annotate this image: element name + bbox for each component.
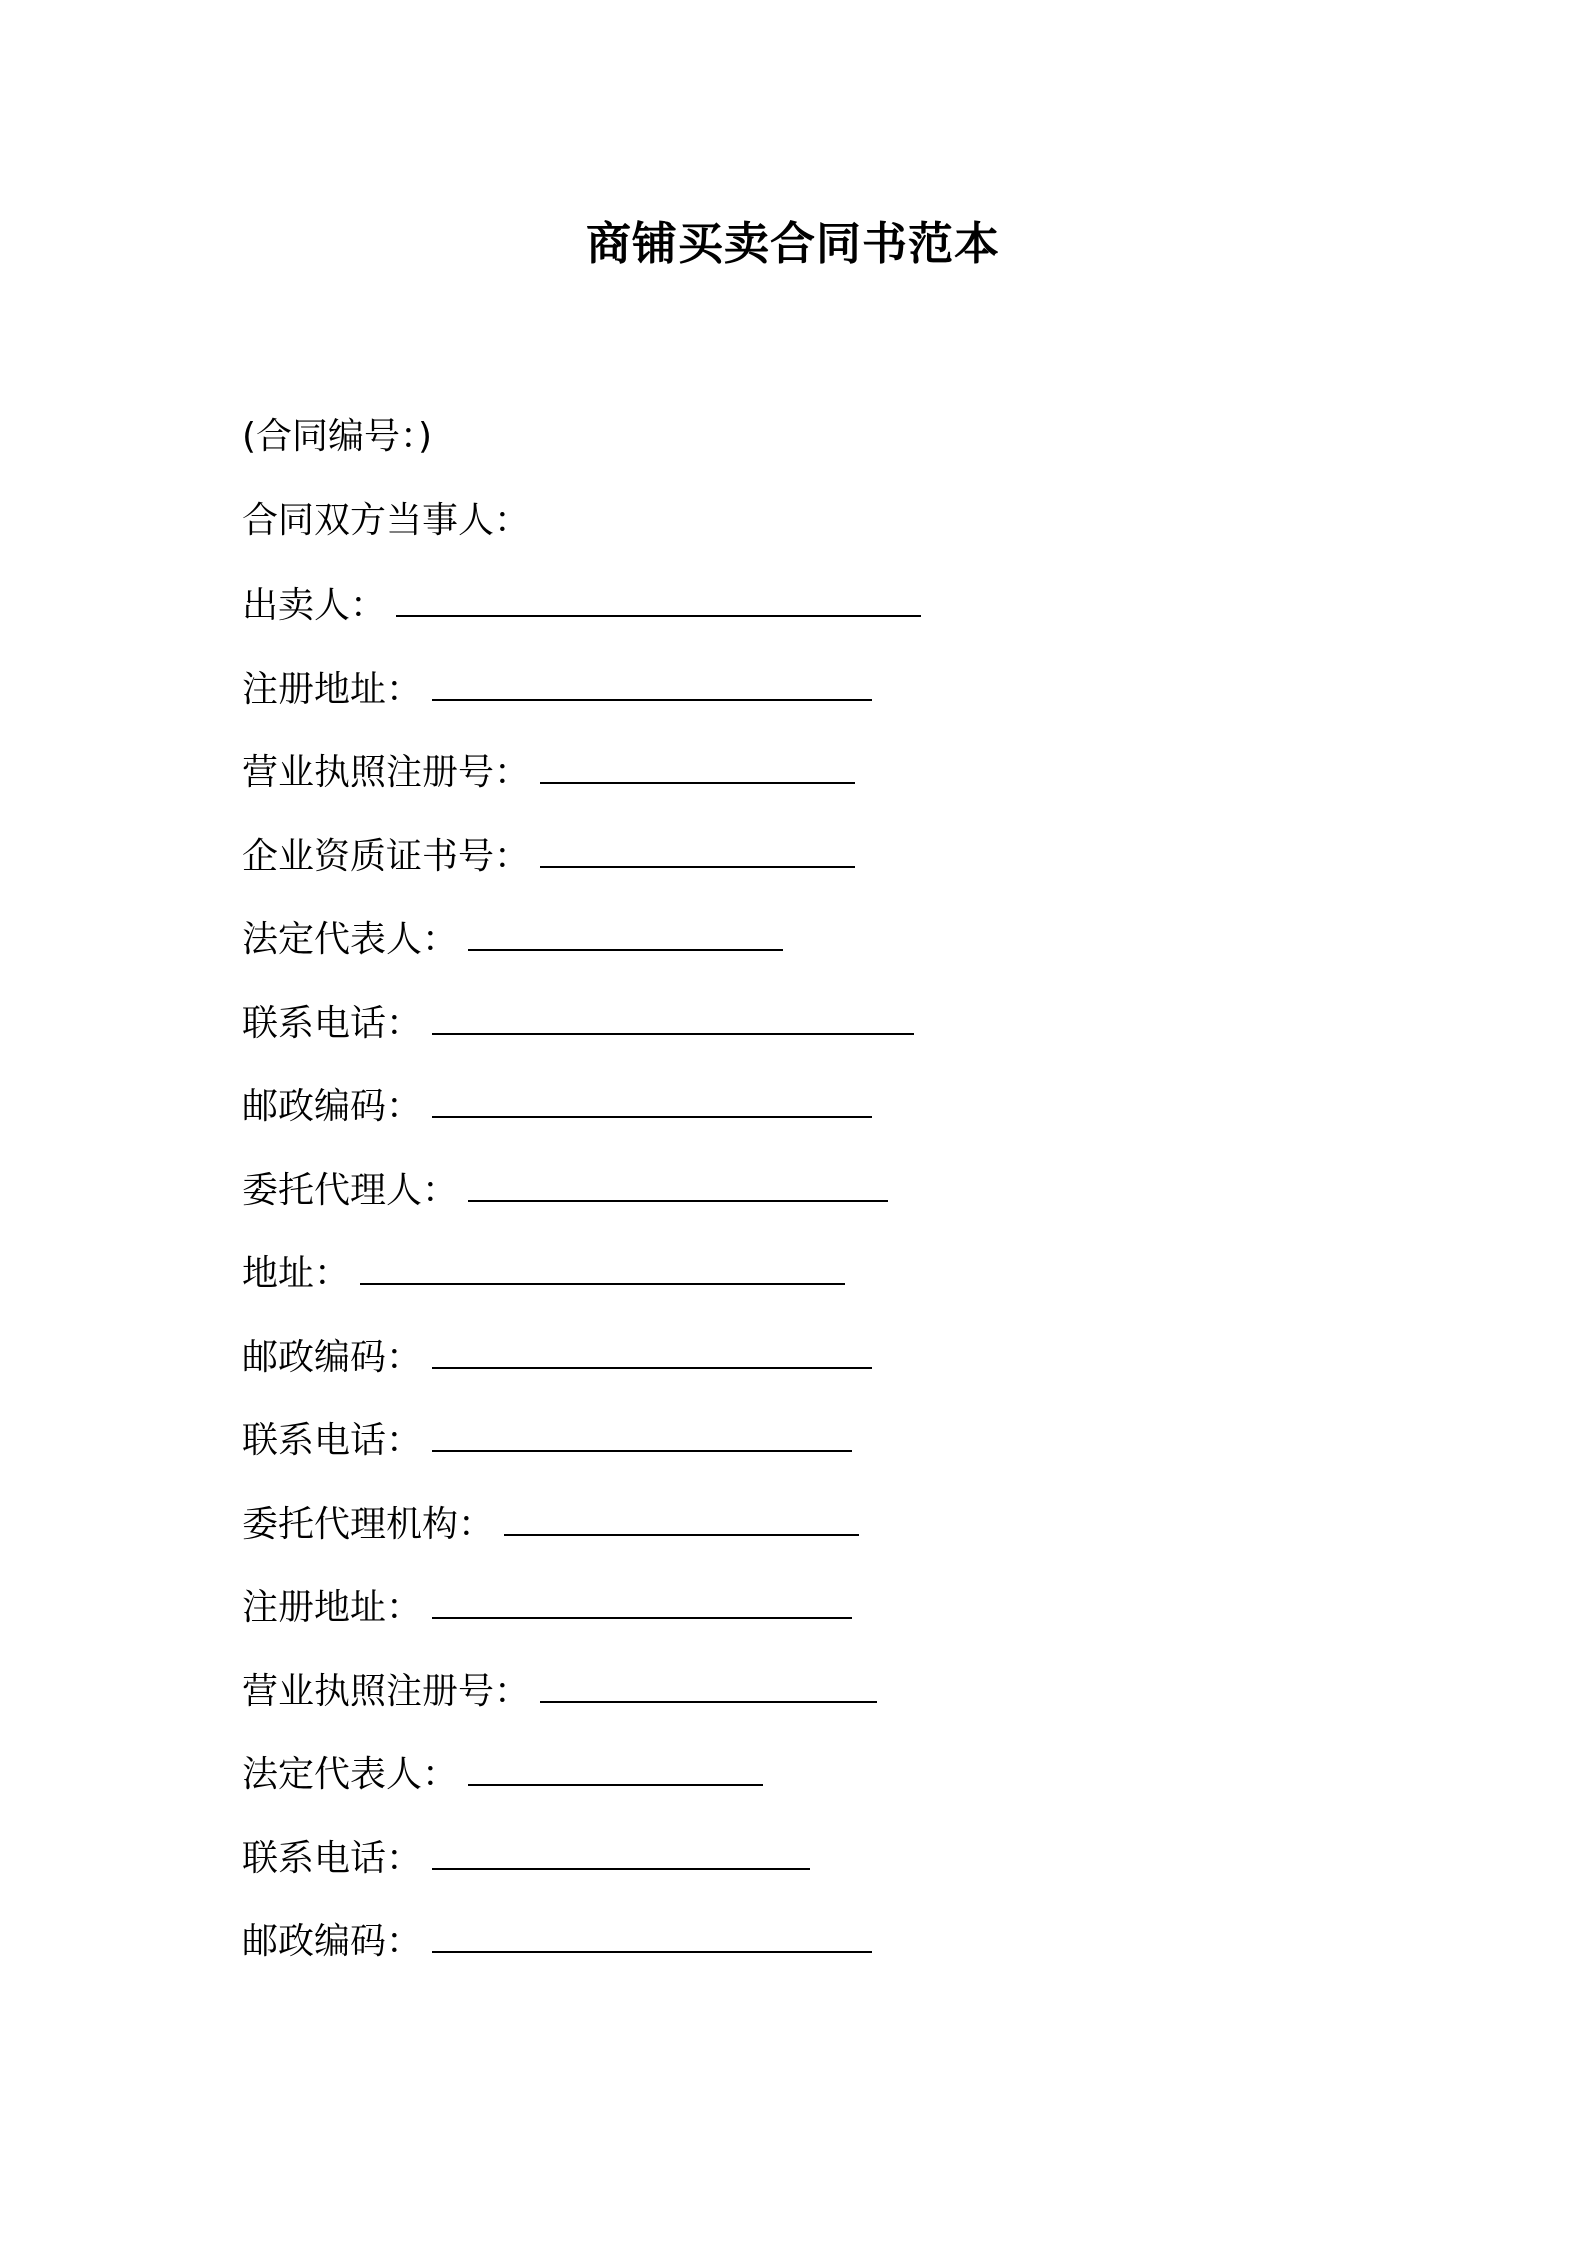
field-qualification-certificate-number [242,826,1342,910]
fill-in-blank [396,575,921,617]
fill-in-blank [504,1494,859,1536]
fill-in-blank [468,1160,888,1202]
field-business-license-number [242,1661,1342,1745]
document-body [242,408,1342,1995]
field-legal-representative [242,1744,1342,1828]
parties-heading-line [242,492,1342,576]
document-title: 商铺买卖合同书范本 [585,217,1000,270]
fill-in-blank [432,1327,872,1369]
field-postal-code [242,1911,1342,1995]
field-label: 出卖人： [242,585,387,626]
field-label: 法定代表人： [242,1754,459,1795]
parties-heading: 合同双方当事人： [242,499,531,541]
fill-in-blank [468,909,783,951]
fill-in-blank [468,1744,763,1786]
fill-in-blank [432,1076,872,1118]
fill-in-blank [540,742,855,784]
field-label: 联系电话： [242,1420,423,1461]
field-label: 联系电话： [242,1837,423,1879]
field-postal-code [242,1076,1342,1160]
fill-in-blank [432,1410,852,1452]
fill-in-blank [432,659,872,701]
field-label: 邮政编码： [242,1086,423,1127]
fill-in-blank [540,1661,877,1703]
field-seller [242,575,1342,659]
field-label: 地址： [242,1253,351,1294]
field-label: 注册地址： [242,1587,423,1628]
field-label: 法定代表人： [242,919,459,960]
field-label: 邮政编码： [242,1336,423,1378]
field-authorized-agent [242,1160,1342,1244]
field-label: 委托代理人： [242,1169,459,1211]
fill-in-blank [432,1577,852,1619]
contract-number-label: (合同编号：) [242,416,433,457]
field-label: 注册地址： [242,668,423,710]
fill-in-blank [360,1243,845,1285]
field-phone [242,993,1342,1077]
field-label: 委托代理机构： [242,1503,495,1545]
field-legal-representative [242,909,1342,993]
field-label: 邮政编码： [242,1921,423,1962]
field-phone [242,1410,1342,1494]
fill-in-blank [432,1911,872,1953]
field-label: 企业资质证书号： [242,835,531,877]
contract-number-line [242,408,1342,492]
field-phone [242,1828,1342,1912]
field-label: 联系电话： [242,1002,423,1044]
field-business-license-number [242,742,1342,826]
field-label: 营业执照注册号： [242,1670,531,1712]
field-postal-code [242,1327,1342,1411]
field-label: 营业执照注册号： [242,752,531,793]
fill-in-blank [540,826,855,868]
field-registered-address [242,659,1342,743]
field-address [242,1243,1342,1327]
fill-in-blank [432,1828,810,1870]
field-registered-address [242,1577,1342,1661]
field-agency [242,1494,1342,1578]
fill-in-blank [432,993,914,1035]
